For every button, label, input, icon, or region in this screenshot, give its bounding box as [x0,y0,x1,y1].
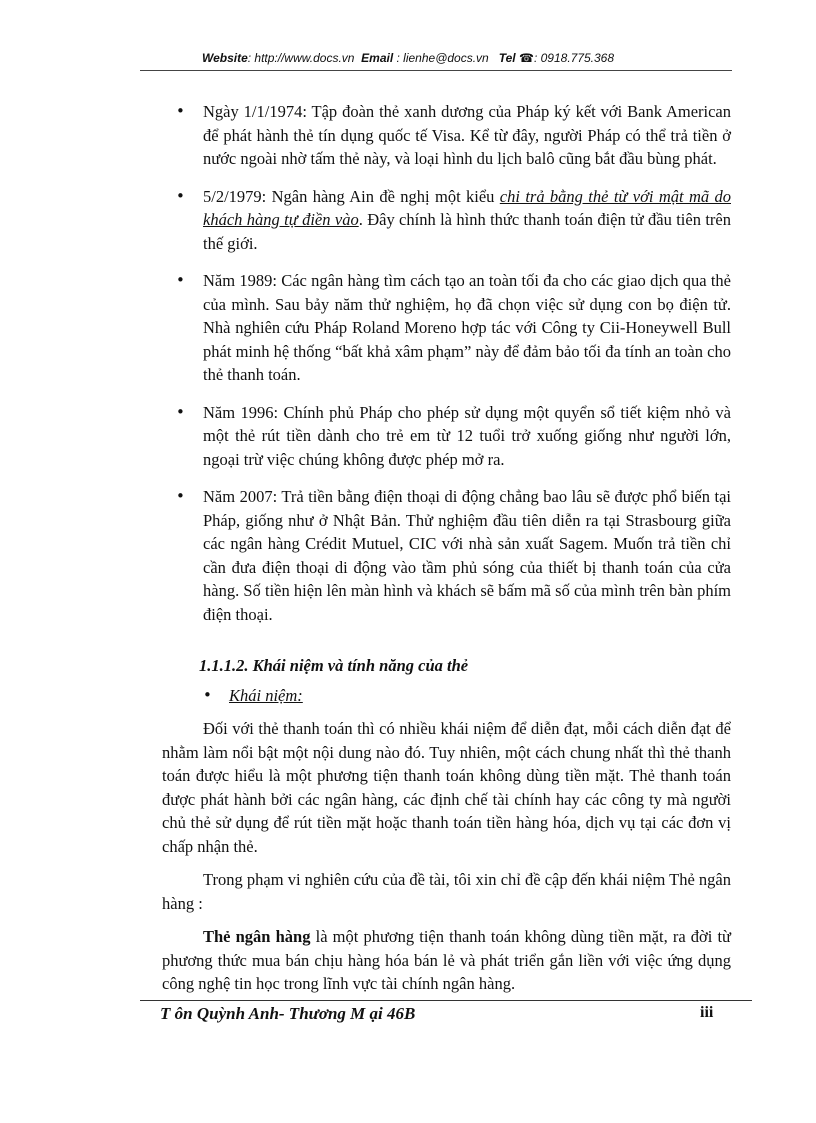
tel-value: : 0918.775.368 [533,51,615,65]
section-heading-text: 1.1.1.2. Khái niệm và tính năng của thẻ [199,656,469,675]
website-value: : http://www.docs.vn [247,51,355,65]
history-list [203,100,731,626]
paragraph-text: Trong phạm vi nghiên cứu của đề tài, tôi xin chỉ đề cập đến khái niệm Thẻ ngân hàng : [162,870,731,913]
website-label: Website [201,51,248,65]
paragraph-text: là một phương tiện thanh toán không dùng tiền mặt, ra đời từ phương thức mua bán chịu hàng hóa bán lẻ và phát triển gắn liền với việc ứng dụng công nghệ tin học trong lĩnh vực tài chính ngân hàng. [162,927,731,993]
concept-label: Khái niệm: [229,685,303,705]
phone-icon: ☎ [519,51,534,65]
paragraph [162,717,731,858]
page-body [162,100,731,1006]
list-item: • Năm 2007: Trả tiền bằng điện thoại di động chẳng bao lâu sẽ được phổ biến tại Pháp, giống như ở Nhật Bản. Thử nghiệm đầu tiên diễn ra tại Strasbourg giữa các ngân hàng Crédit Mutuel, CIC với nhà sản xuất Sagem. Muốn trả tiền chỉ cần đưa điện thoại di động vào tầm phủ sóng của thiết bị thanh toán của cửa hàng. Số tiền hiện lên màn hình và khách sẽ bấm mã số của mình trên bàn phím điện thoại. [203,485,731,626]
emphasis-link: chi trả bằng thẻ từ với mật mã do khách hàng tự điền vào [203,186,731,229]
list-item: • Năm 1989: Các ngân hàng tìm cách tạo an toàn tối đa cho các giao dịch qua thẻ của mình. Sau bảy năm thử nghiệm, họ đã chọn việc sử dụng con bọ điện tử. Nhà nghiên cứu Pháp Roland Moreno hợp tác với Công ty Cii-Honeywell Bull phát minh hệ thống “bất khả xâm phạm” này để đảm bảo tối đa tính an toàn cho thẻ thanh toán. [203,269,731,387]
section-heading [199,654,731,678]
list-item [203,185,731,256]
paragraph [162,868,731,915]
tel-label: Tel [498,51,516,65]
paragraph [162,925,731,996]
header-divider [140,70,732,71]
concept-bullet [229,684,731,708]
email-value: : lienhe@docs.vn [396,51,489,65]
list-item-text: 5/2/1979: Ngân hàng Ain đề nghị một kiểu [203,186,500,206]
email-label: Email [361,51,394,65]
page-header [0,51,816,65]
list-item-text: . Đây chính là hình thức thanh toán điện tử đầu tiên trên thế giới. [203,210,731,253]
footer-author: T ôn Quỳnh Anh- Thương M ại 46B [160,1004,416,1023]
list-item: • Năm 1996: Chính phủ Pháp cho phép sử dụng một quyển sổ tiết kiệm nhỏ và một thẻ rút tiền dành cho trẻ em từ 12 tuổi trở xuống giống như người lớn, ngoại trừ việc chúng không được phép mở ra. [203,401,731,472]
term-bold: Thẻ ngân hàng [203,927,311,946]
list-item: • Ngày 1/1/1974: Tập đoàn thẻ xanh dương của Pháp ký kết với Bank American để phát hành thẻ tín dụng quốc tế Visa. Kể từ đây, người Pháp có thể trả tiền ở nước ngoài nhờ tấm thẻ này, và loại hình du lịch balô cũng bắt đầu bùng phát. [203,100,731,171]
paragraph-text: Đối với thẻ thanh toán thì có nhiều khái niệm để diễn đạt, mỗi cách diễn đạt để nhằm làm nổi bật một nội dung nào đó. Tuy nhiên, một cách chung nhất thì thẻ thanh toán được hiểu là một phương tiện thanh toán không dùng tiền mặt. Thẻ thanh toán được phát hành bởi các ngân hàng, các định chế tài chính hay các công ty mà người chủ thẻ sử dụng để rút tiền mặt hoặc thanh toán tiền hàng hóa, dịch vụ tại các đơn vị chấp nhận thẻ. [162,719,731,856]
page-number: iii [700,1004,714,1021]
footer-divider [140,1000,752,1001]
